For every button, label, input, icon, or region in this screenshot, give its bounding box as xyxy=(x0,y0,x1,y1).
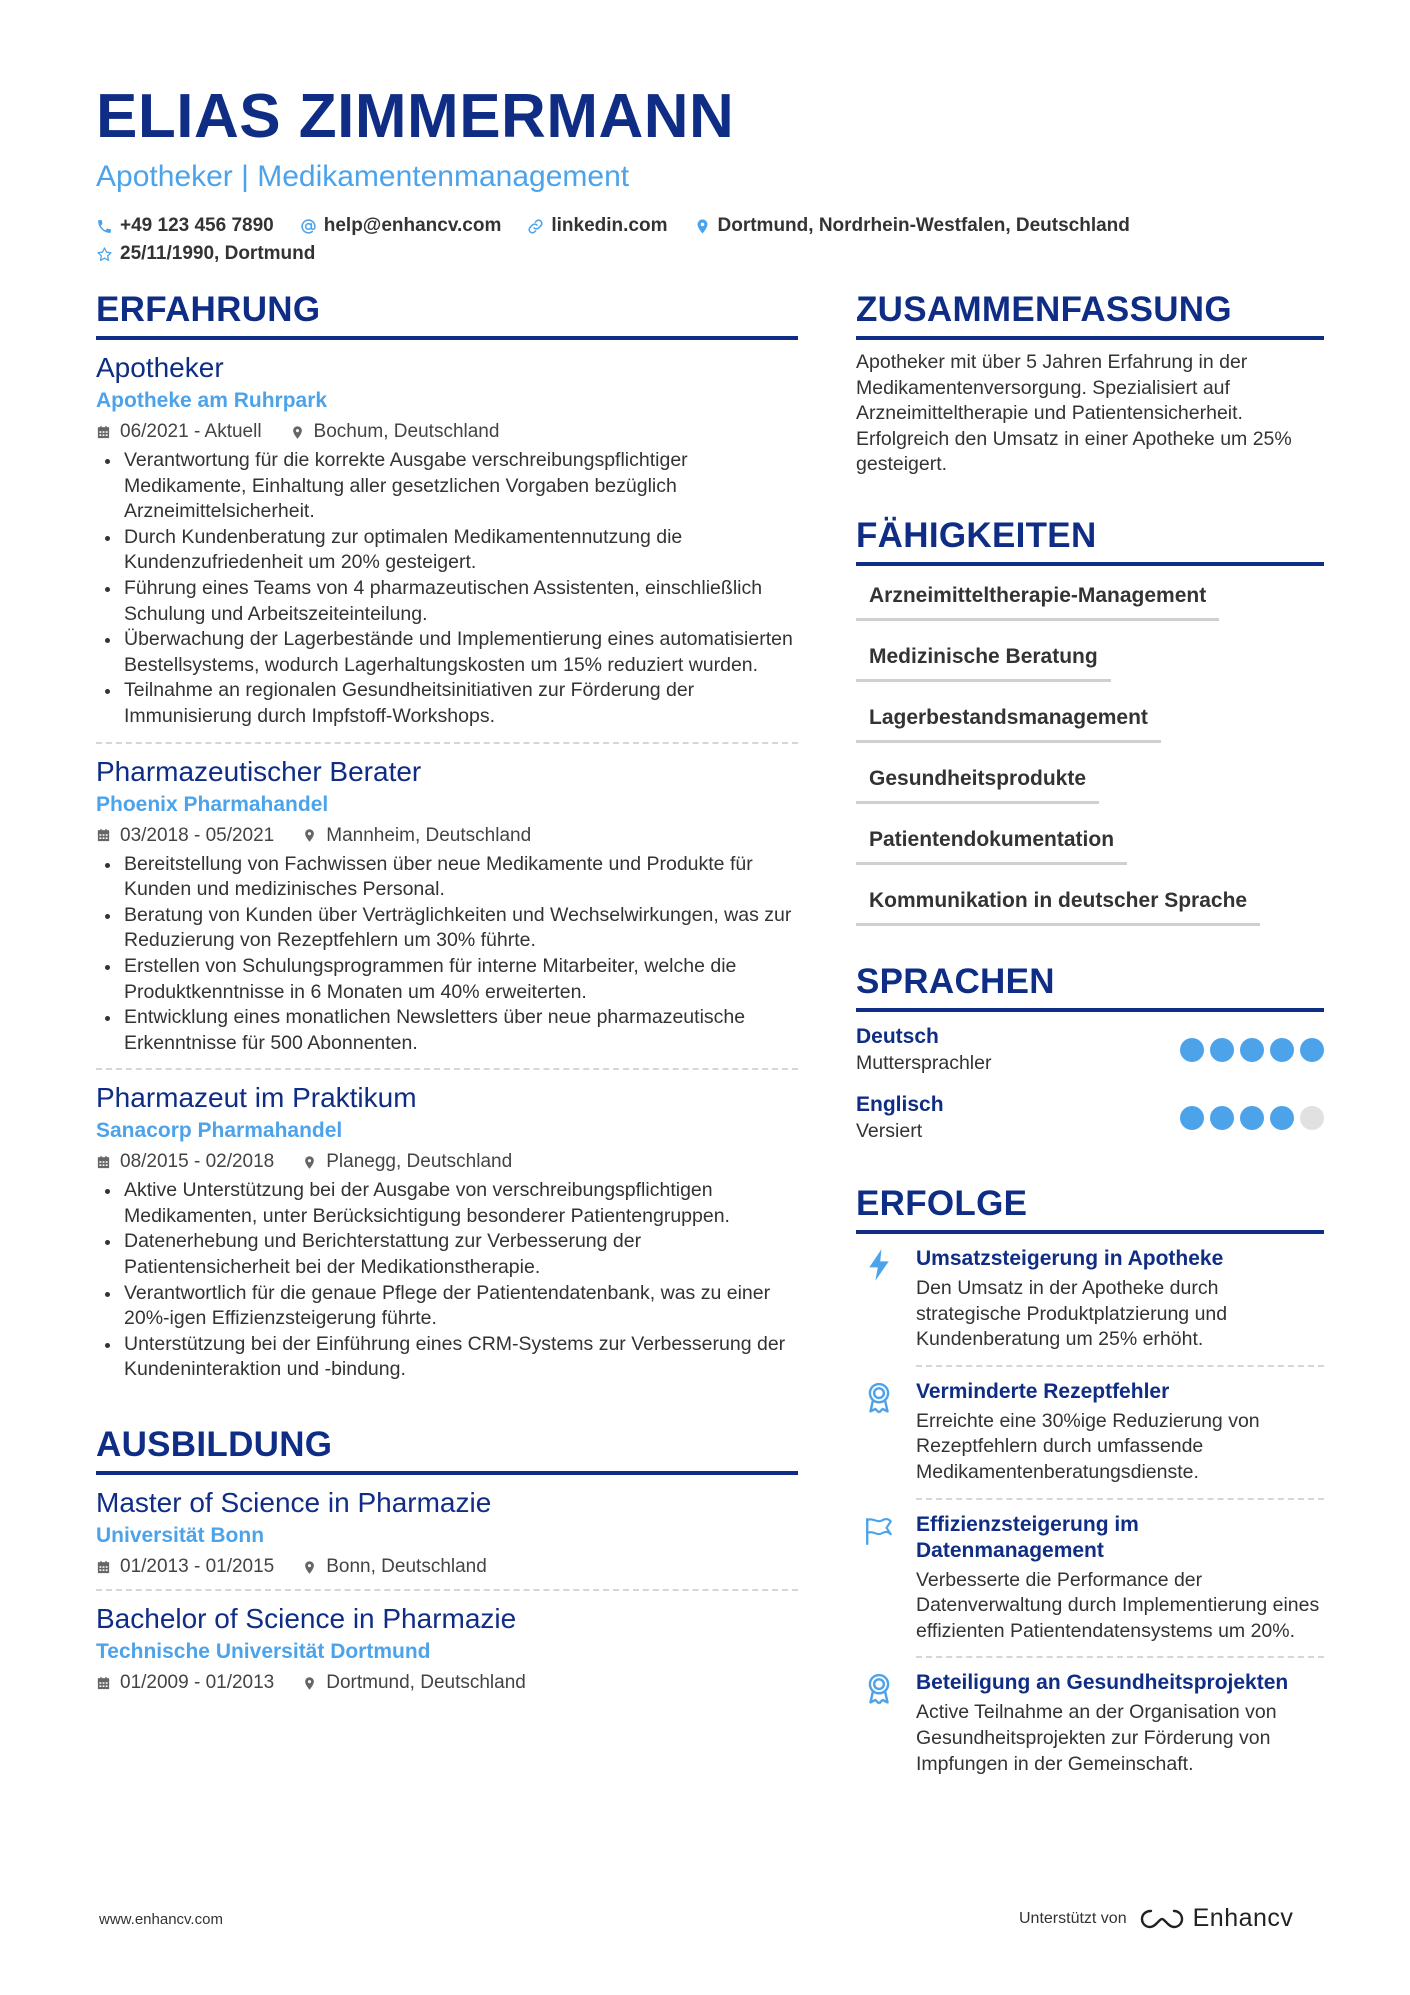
skills-list xyxy=(856,576,1324,942)
summary-text: Apotheker mit über 5 Jahren Erfahrung in der Medikamentenversorgung. Spezialisiert auf Arzneimitteltherapie und Patientensicherheit. Erfolgreich den Umsatz in einer Apotheke um 25% gesteigert. xyxy=(856,351,1292,476)
skill-tag: Lagerbestandsmanagement xyxy=(856,698,1161,743)
flag-icon xyxy=(864,1514,894,1548)
footer-website[interactable]: www.enhancv.com xyxy=(99,1911,223,1928)
education-meta xyxy=(96,1553,798,1581)
left-column xyxy=(96,288,798,1697)
resume-header xyxy=(96,82,1326,266)
map-pin-icon xyxy=(302,1155,317,1170)
entry-divider xyxy=(916,1365,1324,1367)
entry-divider xyxy=(916,1656,1324,1658)
award-icon xyxy=(864,1672,894,1706)
skill-tag: Patientendokumentation xyxy=(856,820,1127,865)
rating-dot-filled xyxy=(1270,1038,1294,1062)
rating-dot-filled xyxy=(1270,1106,1294,1130)
achievements-heading: ERFOLGE xyxy=(856,1182,1324,1234)
achievement-title: Umsatzsteigerung in Apotheke xyxy=(916,1246,1224,1270)
location-text: Dortmund, Nordrhein-Westfalen, Deutschland xyxy=(717,215,1130,236)
achievement-entry xyxy=(856,1658,1324,1777)
language-level: Versiert xyxy=(856,1119,923,1142)
calendar-icon xyxy=(96,1676,111,1691)
bullet: Erstellen von Schulungsprogrammen für interne Mitarbeiter, welche die Produktkenntnisse in 6 Monaten um 40% erweiterten. xyxy=(96,954,798,1005)
experience-entry xyxy=(96,340,798,744)
calendar-icon xyxy=(96,1560,111,1575)
rating-dot-filled xyxy=(1240,1038,1264,1062)
rating-dot-empty xyxy=(1300,1106,1324,1130)
job-bullets xyxy=(96,852,798,1057)
bullet: Verantwortung für die korrekte Ausgabe verschreibungspflichtiger Medikamente, Einhaltung aller gesetzlichen Vorgaben bezüglich Arzneimittelsicherheit. xyxy=(96,448,798,525)
job-location: Bochum, Deutschland xyxy=(313,421,500,442)
candidate-name: ELIAS ZIMMERMANN xyxy=(96,82,735,151)
achievement-text: Active Teilnahme an der Organisation von Gesundheitsprojekten zur Förderung von Impfungen in der Gemeinschaft. xyxy=(916,1701,1277,1775)
bullet: Beratung von Kunden über Verträglichkeiten und Wechselwirkungen, was zur Reduzierung von Rezeptfehlern um 30% führte. xyxy=(96,903,798,954)
bullet: Bereitstellung von Fachwissen über neue Medikamente und Produkte für Kunden und medizinisches Personal. xyxy=(96,852,798,903)
map-pin-icon xyxy=(290,425,305,440)
job-dates: 08/2015 - 02/2018 xyxy=(120,1151,275,1173)
candidate-subtitle: Apotheker | Medikamentenmanagement xyxy=(96,160,630,193)
skill-tag: Medizinische Beratung xyxy=(856,637,1111,682)
job-bullets xyxy=(96,448,798,730)
calendar-icon xyxy=(96,425,111,440)
education-entry xyxy=(96,1475,798,1591)
bullet: Teilnahme an regionalen Gesundheitsinitiativen zur Förderung der Immunisierung durch Impfstoff-Workshops. xyxy=(96,678,798,729)
bullet: Führung eines Teams von 4 pharmazeutischen Assistenten, einschließlich Schulung und Arbeitszeiteinteilung. xyxy=(96,576,798,627)
footer-branding xyxy=(1019,1904,1293,1933)
map-pin-icon xyxy=(302,1676,317,1691)
calendar-icon xyxy=(96,1155,111,1170)
school-name: Technische Universität Dortmund xyxy=(96,1640,431,1664)
education-location: Dortmund, Deutschland xyxy=(326,1672,526,1694)
skill-tag: Kommunikation in deutscher Sprache xyxy=(856,881,1260,926)
job-location: Planegg, Deutschland xyxy=(326,1151,513,1173)
contact-bar xyxy=(96,214,1326,266)
contact-linkedin[interactable] xyxy=(527,214,667,238)
job-dates: 06/2021 - Aktuell xyxy=(120,421,262,442)
language-entry xyxy=(856,1024,1324,1076)
experience-entry xyxy=(96,744,798,1071)
award-icon xyxy=(864,1381,894,1415)
phone-icon xyxy=(96,218,113,235)
education-entry xyxy=(96,1591,798,1697)
school-name: Universität Bonn xyxy=(96,1524,265,1548)
rating-dot-filled xyxy=(1210,1038,1234,1062)
languages-heading: SPRACHEN xyxy=(856,960,1324,1012)
language-rating xyxy=(1174,1038,1324,1062)
enhancv-logo-icon xyxy=(1139,1907,1185,1931)
experience-entry xyxy=(96,1070,798,1383)
link-icon xyxy=(527,218,544,235)
achievement-title: Verminderte Rezeptfehler xyxy=(916,1379,1170,1403)
linkedin-text: linkedin.com xyxy=(551,215,668,236)
birth-text: 25/11/1990, Dortmund xyxy=(120,243,316,264)
rating-dot-filled xyxy=(1300,1038,1324,1062)
summary-heading: ZUSAMMENFASSUNG xyxy=(856,288,1324,340)
rating-dot-filled xyxy=(1240,1106,1264,1130)
brand-name: Enhancv xyxy=(1192,1904,1294,1932)
bullet: Aktive Unterstützung bei der Ausgabe von verschreibungspflichtigen Medikamenten, unter Berücksichtigung besonderer Patientengruppen. xyxy=(96,1178,798,1229)
job-company: Apotheke am Ruhrpark xyxy=(96,389,328,412)
contact-email[interactable] xyxy=(300,214,502,238)
email-text: help@enhancv.com xyxy=(323,215,502,236)
contact-phone xyxy=(96,214,274,238)
job-location: Mannheim, Deutschland xyxy=(326,824,532,846)
bullet: Durch Kundenberatung zur optimalen Medikamentennutzung die Kundenzufriedenheit um 20% gesteigert. xyxy=(96,525,798,576)
achievement-title: Effizienzsteigerung im Datenmanagement xyxy=(916,1512,1139,1562)
achievement-text: Den Umsatz in der Apotheke durch strategische Produktplatzierung und Kundenberatung um 25% erhöht. xyxy=(916,1276,1228,1351)
achievement-text: Verbesserte die Performance der Datenverwaltung durch Implementierung eines effizienten Patientendatensystems um 20%. xyxy=(916,1568,1320,1642)
rating-dot-filled xyxy=(1180,1106,1204,1130)
bullet: Verantwortlich für die genaue Pflege der Patientendatenbank, was zu einer 20%-igen Effizienzsteigerung führte. xyxy=(96,1281,798,1332)
language-rating xyxy=(1174,1106,1324,1130)
phone-text: +49 123 456 7890 xyxy=(120,215,274,236)
job-meta xyxy=(96,1148,798,1176)
achievement-entry xyxy=(856,1367,1324,1500)
skills-heading: FÄHIGKEITEN xyxy=(856,514,1324,566)
job-title: Pharmazeutischer Berater xyxy=(96,755,422,787)
achievement-title: Beteiligung an Gesundheitsprojekten xyxy=(916,1671,1289,1695)
skill-tag: Gesundheitsprodukte xyxy=(856,759,1099,804)
job-title: Pharmazeut im Praktikum xyxy=(96,1082,417,1114)
powered-by-text: Unterstützt von xyxy=(1019,1909,1127,1927)
map-pin-icon xyxy=(302,828,317,843)
degree-title: Master of Science in Pharmazie xyxy=(96,1487,492,1519)
map-pin-icon xyxy=(694,218,711,235)
at-icon xyxy=(300,218,317,235)
rating-dot-filled xyxy=(1210,1106,1234,1130)
job-bullets xyxy=(96,1178,798,1383)
right-column xyxy=(856,288,1324,1777)
job-company: Sanacorp Pharmahandel xyxy=(96,1119,343,1143)
rating-dot-filled xyxy=(1180,1038,1204,1062)
job-meta xyxy=(96,418,798,446)
job-title: Apotheker xyxy=(96,352,224,383)
education-dates: 01/2009 - 01/2013 xyxy=(120,1672,275,1694)
bullet: Entwicklung eines monatlichen Newsletters über neue pharmazeutische Erkenntnisse für 500 Abonnenten. xyxy=(96,1005,798,1056)
contact-location xyxy=(694,214,1130,238)
language-name: Deutsch xyxy=(856,1024,939,1048)
contact-birth xyxy=(96,242,315,266)
lightning-icon xyxy=(864,1248,894,1282)
star-icon xyxy=(96,246,113,263)
job-dates: 03/2018 - 05/2021 xyxy=(120,824,275,846)
map-pin-icon xyxy=(302,1560,317,1575)
bullet: Unterstützung bei der Einführung eines CRM-Systems zur Verbesserung der Kundeninteraktion und -bindung. xyxy=(96,1332,798,1383)
achievement-text: Erreichte eine 30%ige Reduzierung von Rezeptfehlern durch umfassende Medikamentenberatungsdienste. xyxy=(916,1409,1260,1483)
language-name: Englisch xyxy=(856,1092,944,1116)
education-dates: 01/2013 - 01/2015 xyxy=(120,1556,275,1578)
achievement-entry xyxy=(856,1234,1324,1367)
bullet: Überwachung der Lagerbestände und Implementierung eines automatisierten Bestellsystems, wodurch Lagerhaltungskosten um 15% reduziert wurden. xyxy=(96,627,798,678)
job-meta xyxy=(96,822,798,850)
language-entry xyxy=(856,1092,1324,1144)
bullet: Datenerhebung und Berichterstattung zur Verbesserung der Patientensicherheit bei der Medikationstherapie. xyxy=(96,1229,798,1280)
degree-title: Bachelor of Science in Pharmazie xyxy=(96,1603,517,1635)
achievement-entry xyxy=(856,1500,1324,1659)
calendar-icon xyxy=(96,828,111,843)
entry-divider xyxy=(916,1498,1324,1500)
education-meta xyxy=(96,1669,798,1697)
experience-heading: ERFAHRUNG xyxy=(96,288,798,340)
language-level: Muttersprachler xyxy=(856,1051,992,1074)
education-heading: AUSBILDUNG xyxy=(96,1423,798,1475)
education-location: Bonn, Deutschland xyxy=(326,1556,487,1578)
skill-tag: Arzneimitteltherapie-Management xyxy=(856,576,1219,621)
job-company: Phoenix Pharmahandel xyxy=(96,792,329,816)
